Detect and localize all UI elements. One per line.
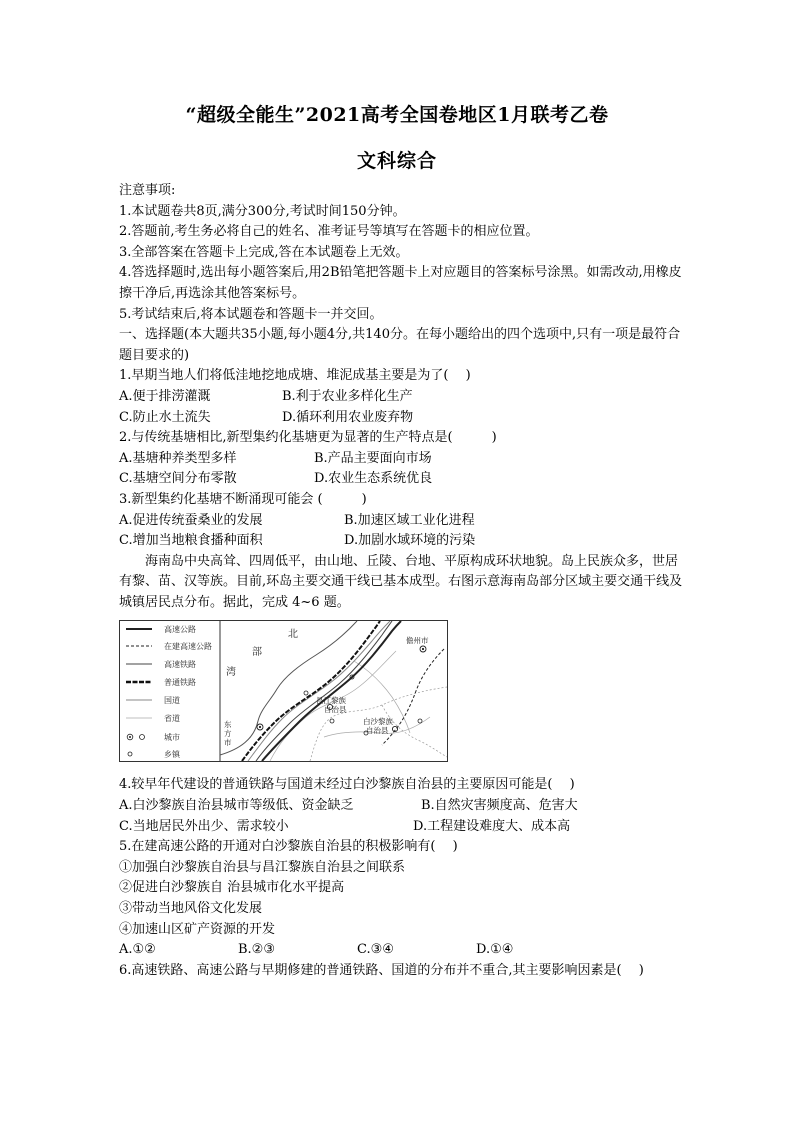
question-5-stem: 5.在建高速公路的开通对白沙黎族自治县的积极影响有( ) [119,839,458,855]
railway [242,621,380,761]
notice-item-2: 2.答题前,考生务必将自己的姓名、准考证号等填写在答题卡的相应位置。 [119,224,539,240]
legend-label-expressway-under-construction: 在建高速公路 [164,642,212,652]
legend-city-symbol [127,735,144,741]
question-5-options [119,940,684,961]
map-label-baisha-2: 自治县 [366,726,389,736]
question-3-option-a: A.促进传统蚕桑业的发展 [119,512,263,528]
map-label-wan: 湾 [226,667,236,679]
question-5-option-b: B.②③ [238,942,275,958]
town-marker [330,719,334,723]
question-5-item-2: ②促进白沙黎族自 治县城市化水平提高 [119,880,345,896]
question-3-options-row-1 [119,511,684,532]
map-label-bu: 部 [252,647,262,659]
exam-content [119,181,684,981]
question-5-item-4: ④加速山区矿产资源的开发 [119,921,276,937]
map-label-changjiang-2: 自治县 [324,705,347,715]
question-4-option-b: B.自然灾害频度高、危害大 [421,798,578,814]
legend-label-expressway: 高速公路 [164,625,196,635]
question-4-stem: 4.较早年代建设的普通铁路与国道未经过白沙黎族自治县的主要原因可能是( ) [119,777,575,793]
section-heading: 一、选择题(本大题共35小题,每小题4分,共140分。在每小题给出的四个选项中,只有一项是最符合题目要求的) [119,327,681,363]
coastline [220,621,357,755]
question-1-options-row-1 [119,387,684,408]
question-5-item-1: ①加强白沙黎族自治县与昌江黎族自治县之间联系 [119,859,406,875]
question-2-option-a: A.基塘种养类型多样 [119,450,237,466]
question-5-option-a: A.①② [119,942,156,958]
notice-item-4: 4.答选择题时,选出每小题答案后,用2B铅笔把答题卡上对应题目的答案标号涂黑。如需改动,用橡皮擦干净后,再选涂其他答案标号。 [119,265,682,301]
question-5-option-d: D.①④ [476,942,514,958]
map-label-changjiang-1: 昌江黎族 [316,696,346,706]
national-road [248,621,390,761]
map-label-danzhou: 儋州市 [406,636,429,646]
legend-town-symbol [128,752,132,756]
question-2-option-d: D.农业生态系统优良 [314,471,433,487]
dongfang-city-marker [257,724,263,730]
exam-subtitle: 文科综合 [356,150,437,172]
question-1-option-a: A.便于排涝灌溉 [119,388,211,404]
question-3-options-row-2 [119,531,684,552]
map-label-dongfang-2: 方 [224,729,232,739]
notice-item-1: 1.本试题卷共8页,满分300分,考试时间150分钟。 [119,203,406,219]
legend-label-railway: 普通铁路 [164,678,196,688]
legend-label-provincial-road: 省道 [164,714,180,724]
map-label-baisha-1: 白沙黎族 [363,717,393,727]
expressway-under-construction [382,649,444,745]
map-label-bei: 北 [288,629,298,641]
notice-item-3: 3.全部答案在答题卡上完成,答在本试题卷上无效。 [119,244,409,260]
question-4-options-row-1 [119,796,684,817]
question-3-stem: 3.新型集约化基塘不断涌现可能会 ( ) [119,491,367,507]
notice-item-5: 5.考试结束后,将本试题卷和答题卡一并交回。 [119,306,383,322]
map-label-dongfang [224,719,234,747]
town-marker [304,691,308,695]
question-5-option-c: C.③④ [357,942,394,958]
notice-heading: 注意事项: [119,183,176,198]
question-4-option-d: D.工程建设难度大、成本高 [413,818,571,834]
question-4-option-c: C.当地居民外出少、需求较小 [119,818,289,834]
passage-text: 海南岛中央高耸、四周低平，由山地、丘陵、台地、平原构成环状地貌。岛上民族众多，世居有黎、苗、汉等族。目前,环岛主要交通干线已基本成型。右图示意海南岛部分区域主要交通干线及城镇居民点分布。据此，完成 4~6 题。 [119,553,683,610]
question-1-option-c: C.防止水土流失 [119,409,211,425]
question-2-stem: 2.与传统基塘相比,新型集约化基塘更为显著的生产特点是( ) [119,430,497,446]
question-6-stem: 6.高速铁路、高速公路与早期修建的普通铁路、国道的分布并不重合,其主要影响因素是( ) [119,962,644,978]
question-4-option-a: A.白沙黎族自治县城市等级低、资金缺乏 [119,798,354,814]
danzhou-city-marker [420,646,426,652]
county-boundary-2 [382,705,447,757]
question-1-stem: 1.早期当地人们将低洼地挖地成塘、堆泥成基主要是为了( ) [119,368,471,384]
question-1-option-d: D.循环利用农业废弃物 [282,409,414,425]
map-label-dongfang-1: 东 [224,720,232,730]
legend-label-national-road: 国道 [164,696,180,706]
question-3-option-d: D.加剧水域环境的污染 [344,533,476,549]
legend-label-town: 乡镇 [164,750,180,760]
question-2-options-row-1 [119,449,684,470]
exam-title: “超级全能生”2021高考全国卷地区1月联考乙卷 [185,104,609,126]
question-1-option-b: B.利于农业多样化生产 [282,388,413,404]
question-2-option-b: B.产品主要面向市场 [314,450,432,466]
question-5-item-3: ③带动当地风俗文化发展 [119,901,263,917]
question-2-option-c: C.基塘空间分布零散 [119,471,237,487]
question-2-options-row-2 [119,469,684,490]
question-1-options-row-2 [119,408,684,429]
map-svg [120,621,447,761]
town-marker [418,719,422,723]
legend-label-high-speed-rail: 高速铁路 [164,660,196,670]
question-3-option-b: B.加速区域工业化进程 [344,512,475,528]
question-3-option-c: C.增加当地粮食播种面积 [119,533,263,549]
question-4-options-row-2 [119,817,684,838]
hainan-traffic-map [119,620,448,762]
legend-label-city: 城市 [164,733,180,743]
map-label-dongfang-3: 市 [224,738,232,748]
